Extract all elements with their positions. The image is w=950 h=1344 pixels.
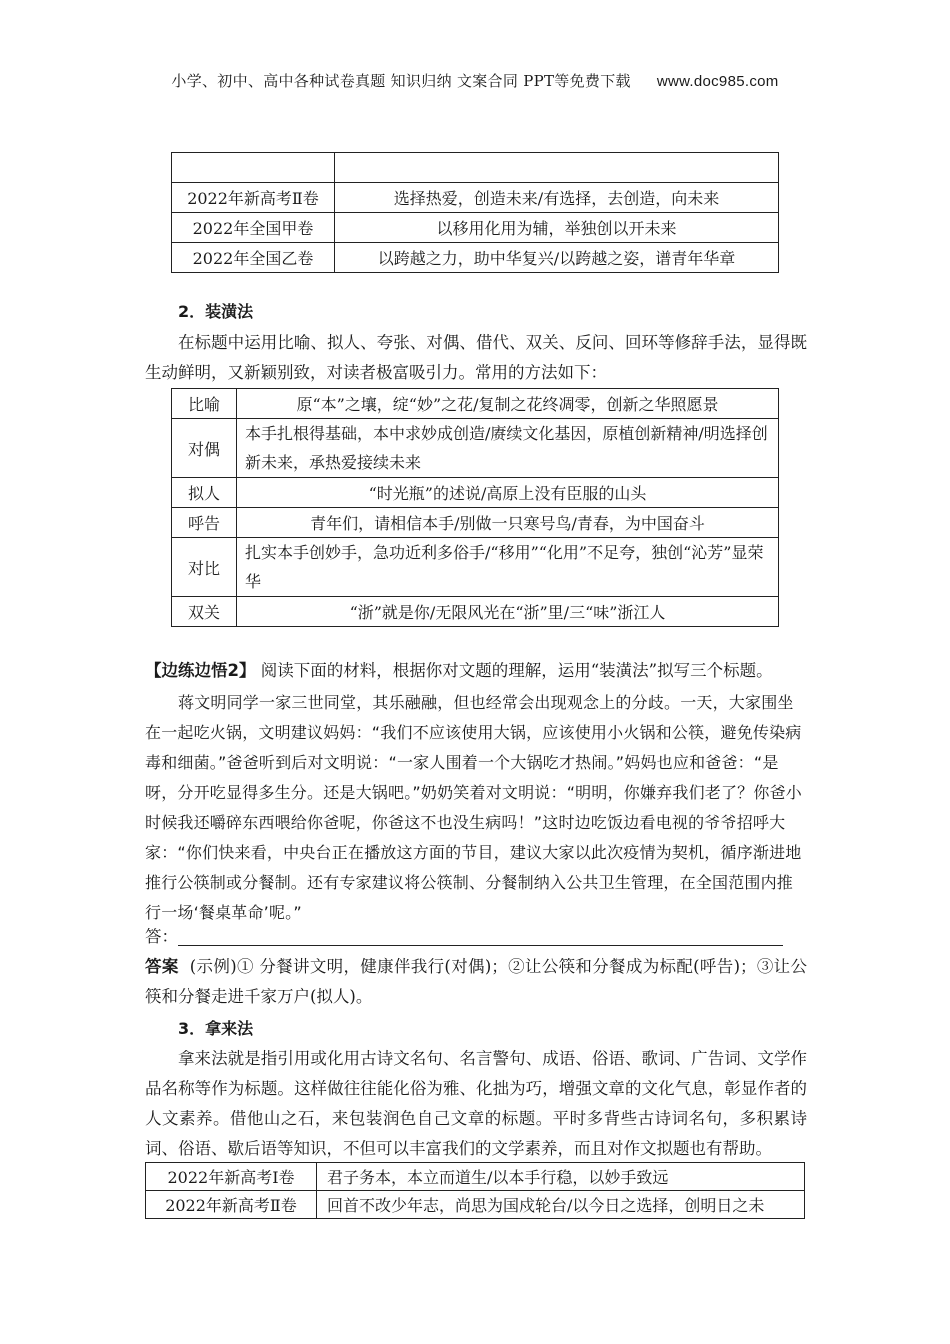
- exercise-material: 蒋文明同学一家三世同堂，其乐融融，但也经常会出现观念上的分歧。一天，大家围坐在一起吃火锅，文明建议妈妈：“我们不应该使用大锅，应该使用小火锅和公筷，避免传染病毒和细菌。”爸爸听到后对文明说：“一家人围着一个大锅吃才热闹。”妈妈也应和爸爸：“是呀，分开吃显得多生分。还是大锅吧。”奶奶笑着对文明说：“明明，你嫌弃我们老了？你爸小时候我还嚼碎东西喂给你爸呢，你爸这不也没生病吗！”这时边吃饭边看电视的爷爷招呼大家：“你们快来看，中央台正在播放这方面的节目，建议大家以此次疫情为契机，循序渐进地推行公筷制或分餐制。还有专家建议将公筷制、分餐制纳入公共卫生管理，在全国范围内推行一场‘餐桌革命’呢。”: [145, 693, 802, 922]
- table-cell-examples: “浙”就是你/无限风光在“浙”里/三“味”浙江人: [237, 597, 779, 627]
- answer-row: [145, 922, 807, 952]
- table-row: [146, 1163, 805, 1191]
- table-cell-examples: “时光瓶”的述说/高原上没有臣服的山头: [237, 478, 779, 508]
- table-cell-examples: 扎实本手创妙手，急功近利多俗手/“移用”“化用”不足夸，独创“沁芳”显荣华: [237, 538, 779, 597]
- table-row: [172, 243, 779, 273]
- table-cell-exam: 2022年新高考Ⅱ卷: [146, 1191, 317, 1219]
- table-rhetoric-methods: [171, 388, 779, 627]
- table-row: [172, 153, 779, 183]
- exercise-label: 【边练边悟2】: [145, 661, 256, 680]
- section-heading: 3．拿来法: [178, 1019, 254, 1038]
- table-cell-method: 拟人: [172, 478, 237, 508]
- table-cell-exam: 2022年新高考Ⅱ卷: [172, 183, 335, 213]
- table-cell-method: 比喻: [172, 389, 237, 419]
- table-cell-exam: 2022年新高考Ⅰ卷: [146, 1163, 317, 1191]
- table-cell-exam: 2022年全国乙卷: [172, 243, 335, 273]
- table-cell-titles: [335, 153, 779, 183]
- table-row: [172, 419, 779, 478]
- table-cell-examples: 青年们，请相信本手/别做一只寒号鸟/青春，为中国奋斗: [237, 508, 779, 538]
- section-heading: 2．装潢法: [178, 302, 254, 321]
- table-cell-exam: [172, 153, 335, 183]
- page-header: [0, 70, 950, 91]
- answer-input-line[interactable]: [178, 929, 783, 946]
- table-cell-examples: 本手扎根得基础，本中求妙成创造/赓续文化基因，原植创新精神/明选择创新未来，承热爱接续未来: [237, 419, 779, 478]
- table-row: [172, 389, 779, 419]
- header-url[interactable]: www.doc985.com: [656, 73, 779, 90]
- table-row: [172, 478, 779, 508]
- table-cell-titles: 以跨越之力，助中华复兴/以跨越之姿，谱青年华章: [335, 243, 779, 273]
- answer-prompt: 答：: [145, 927, 178, 946]
- exercise-prompt-text: 阅读下面的材料，根据你对文题的理解，运用“装潢法”拟写三个标题。: [260, 661, 773, 680]
- table-row: [172, 597, 779, 627]
- table-row: [172, 508, 779, 538]
- table-cell-method: 呼告: [172, 508, 237, 538]
- table-quote-examples: [145, 1162, 805, 1219]
- table-cell-method: 对比: [172, 538, 237, 597]
- section-intro: 在标题中运用比喻、拟人、夸张、对偶、借代、双关、反问、回环等修辞手法，显得既生动鲜明，又新颖别致，对读者极富吸引力。常用的方法如下：: [145, 333, 807, 382]
- table-cell-exam: 2022年全国甲卷: [172, 213, 335, 243]
- exercise-prompt: [145, 656, 807, 686]
- table-cell-method: 对偶: [172, 419, 237, 478]
- header-text: 小学、初中、高中各种试卷真题 知识归纳 文案合同 PPT等免费下载: [171, 72, 631, 90]
- answer-text: (示例)① 分餐讲文明，健康伴我行(对偶)；②让公筷和分餐成为标配(呼告)；③让公筷和分餐走进千家万户(拟人)。: [145, 957, 807, 1006]
- table-cell-method: 双关: [172, 597, 237, 627]
- answer-block: [145, 952, 807, 1012]
- table-row: [172, 213, 779, 243]
- answer-label: 答案: [145, 957, 179, 976]
- table-row: [172, 538, 779, 597]
- table-cell-examples: 原“本”之壤，绽“妙”之花/复制之花终凋零，创新之华照愿景: [237, 389, 779, 419]
- table-row: [172, 183, 779, 213]
- table-cell-titles: 君子务本，本立而道生/以本手行稳，以妙手致远: [317, 1163, 805, 1191]
- table-cell-titles: 选择热爱，创造未来/有选择，去创造，向未来: [335, 183, 779, 213]
- table-row: [146, 1191, 805, 1219]
- table-cell-titles: 回首不改少年志，尚思为国戍轮台/以今日之选择，创明日之未: [317, 1191, 805, 1219]
- table-cell-titles: 以移用化用为辅，举独创以开未来: [335, 213, 779, 243]
- table-title-examples: [171, 152, 779, 273]
- section-intro: 拿来法就是指引用或化用古诗文名句、名言警句、成语、俗语、歌词、广告词、文学作品名称等作为标题。这样做往往能化俗为雅、化拙为巧，增强文章的文化气息，彰显作者的人文素养。借他山之石，来包装润色自己文章的标题。平时多背些古诗词名句，多积累诗词、俗语、歇后语等知识，不但可以丰富我们的文学素养，而且对作文拟题也有帮助。: [145, 1049, 807, 1158]
